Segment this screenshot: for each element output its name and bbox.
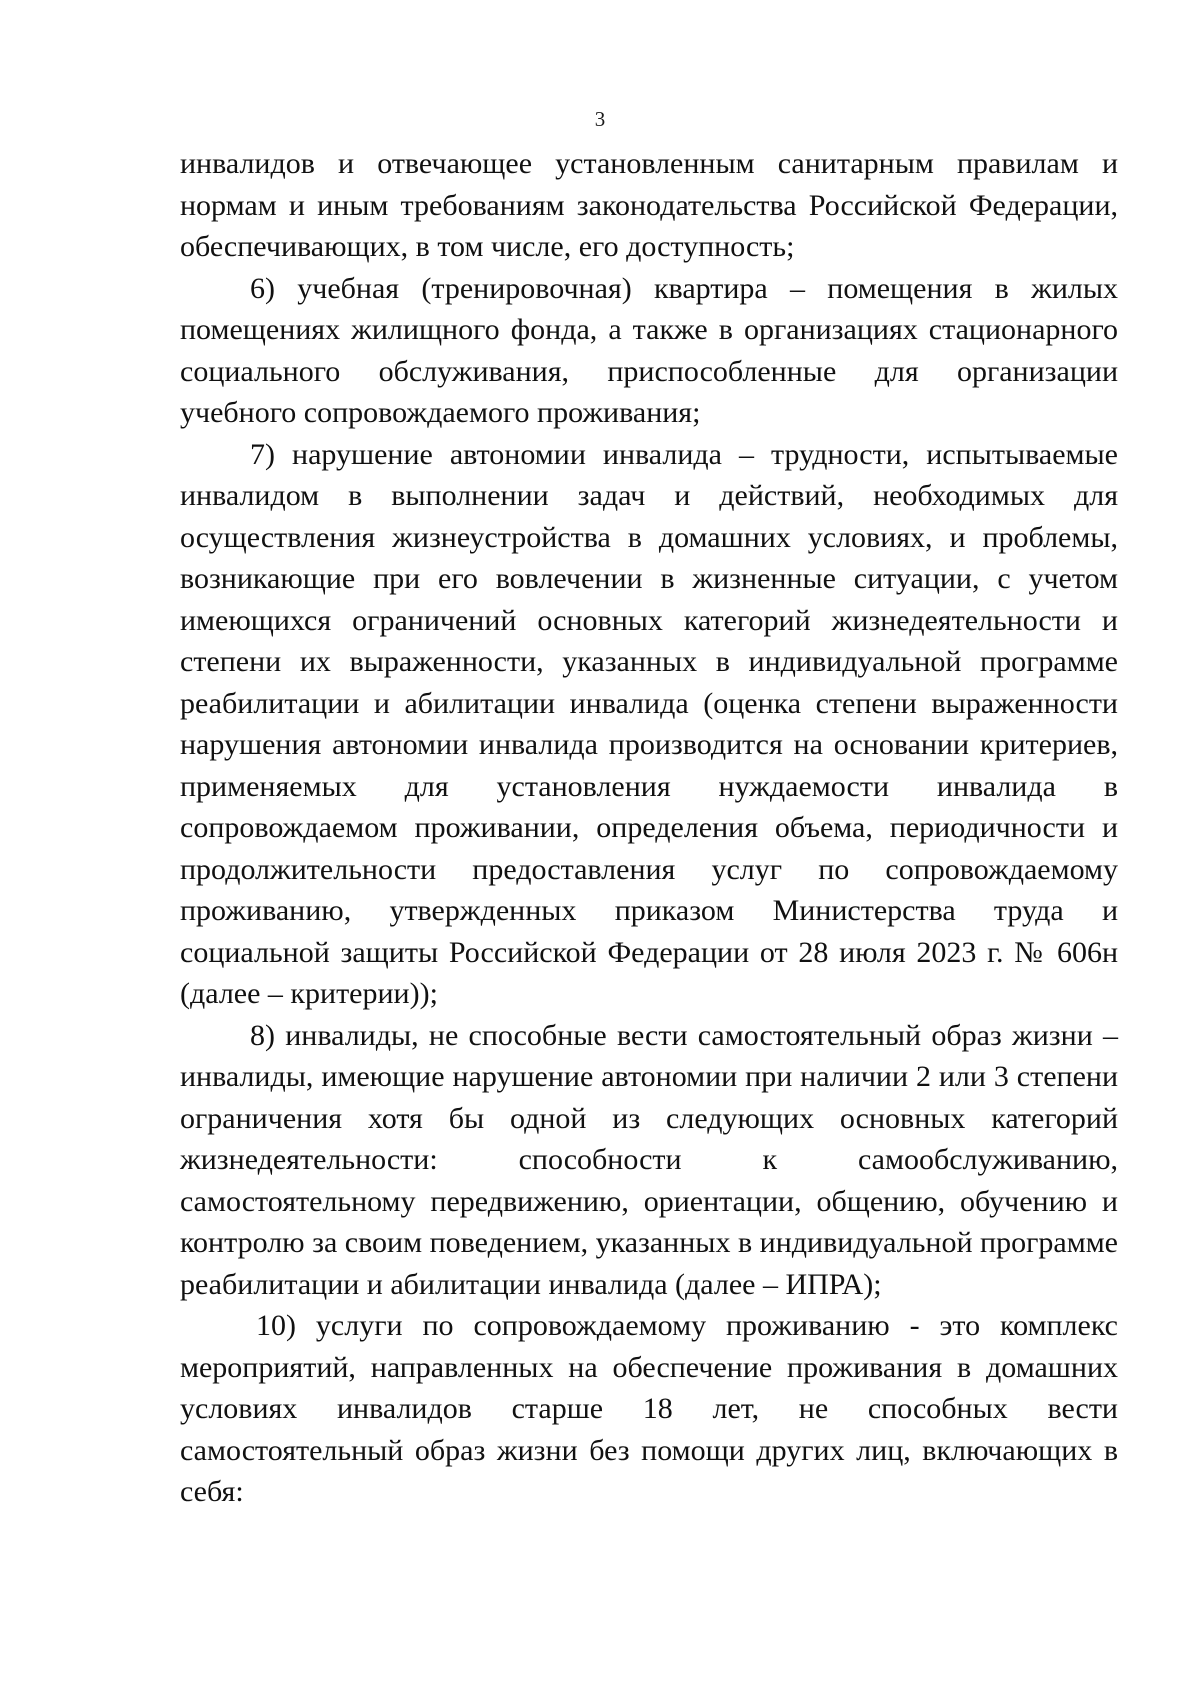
paragraph-item-10: 10) услуги по сопровождаемому проживанию - это комплекс мероприятий, направленных на обеспечение проживания в домашних условиях инвалидов старше 18 лет, не способных вести самостоятельный образ жизни без помощи других лиц, включающих в себя: bbox=[180, 1309, 1118, 1508]
paragraph-item-7: 7) нарушение автономии инвалида – трудности, испытываемые инвалидом в выполнении задач и действий, необходимых для осуществления жизнеустройства в домашних условиях, и проблемы, возникающие при его вовлечении в жизненные ситуации, с учетом имеющихся ограничений основных категорий жизнедеятельности и степени их выраженности, указанных в индивидуальной программе реабилитации и абилитации инвалида (оценка степени выраженности нарушения автономии инвалида производится на основании критериев, применяемых для установления нуждаемости инвалида в сопровождаемом проживании, определения объема, периодичности и продолжительности предоставления услуг по сопровождаемому проживанию, утвержденных приказом Министерства труда и социальной защиты Российской Федерации от 28 июля 2023 г. № 606н (далее – критерии)); bbox=[180, 437, 1118, 1010]
document-body bbox=[180, 143, 1118, 1513]
paragraph-item-8: 8) инвалиды, не способные вести самостоятельный образ жизни – инвалиды, имеющие нарушение автономии при наличии 2 или 3 степени ограничения хотя бы одной из следующих основных категорий жизнедеятельности: способности к самообслуживанию, самостоятельному передвижению, ориентации, общению, обучению и контролю за своим поведением, указанных в индивидуальной программе реабилитации и абилитации инвалида (далее – ИПРА); bbox=[180, 1018, 1118, 1301]
page-number: 3 bbox=[594, 107, 606, 131]
paragraph-item-6: 6) учебная (тренировочная) квартира – помещения в жилых помещениях жилищного фонда, а также в организациях стационарного социального обслуживания, приспособленные для организации учебного сопровождаемого проживания; bbox=[180, 271, 1118, 429]
paragraph-continuation: инвалидов и отвечающее установленным санитарным правилам и нормам и иным требованиям законодательства Российской Федерации, обеспечивающих, в том числе, его доступность; bbox=[180, 147, 1118, 263]
